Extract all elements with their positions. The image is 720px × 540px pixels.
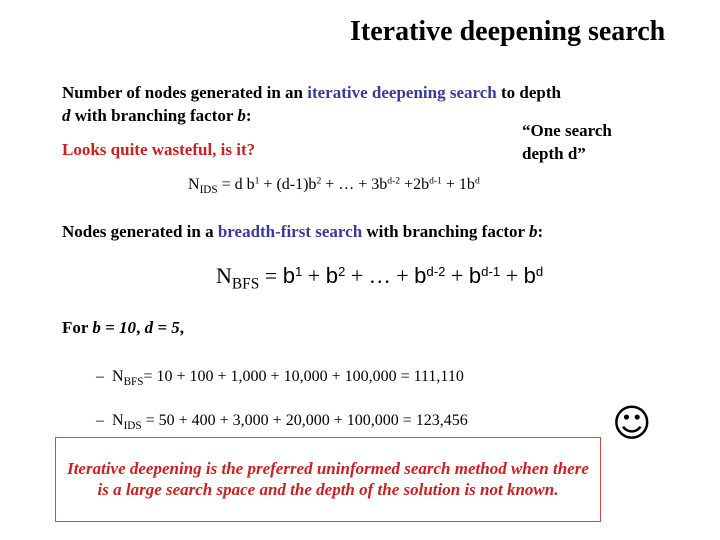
ids-formula: $N_{IDS} = d$ $b^1 + (d-1)b^2$ + … + $3b^{d-2} +2b^{d-1} + 1b^d$ — [188, 175, 480, 196]
bullet-dash: – — [96, 368, 104, 385]
smiley-icon: ☺ — [612, 401, 652, 445]
bfs-intro: Nodes generated in a breadth-first search with branching factor b: — [62, 222, 544, 241]
quote-note — [522, 119, 612, 165]
ids-term: iterative deepening search — [307, 83, 497, 102]
var-d: d — [62, 106, 71, 125]
intro-line-2 — [62, 106, 252, 126]
intro-text: with branching factor — [70, 106, 238, 125]
quote-line-1: “One search — [522, 121, 612, 140]
bullet-dash: – — [96, 412, 104, 429]
wasteful-note: Looks quite wasteful, is it? — [62, 140, 256, 159]
bfs-calculation: – $N_{BFS}= 10 + 100 + 1,000 + 10,000 + 100,000 = 111,110$ — [96, 368, 464, 388]
ids-calculation: – $N_{IDS} = 50 + 400 + 3,000 + 20,000 + 100,000 = 123,456$ — [96, 412, 468, 432]
intro-text: to depth — [496, 83, 561, 102]
intro-text: : — [245, 106, 252, 125]
intro-text: Number of nodes generated in an — [62, 83, 308, 102]
conclusion-box — [55, 437, 601, 522]
bfs-term: breadth-first search — [217, 222, 363, 241]
conclusion-text: Iterative deepening is the preferred uninformed search method when there is a large search space and the depth of the solution is not known. — [67, 459, 589, 499]
slide-title: Iterative deepening search — [350, 16, 666, 47]
intro-line-1 — [62, 83, 561, 103]
example-params: For b = 10, d = 5, — [62, 318, 184, 337]
var-b: b — [237, 106, 246, 125]
bfs-formula: $N_{BFS} = b^1 + b^2$ + … + $b^{d-2} + b^{d-1} + b^d$ — [216, 263, 544, 293]
quote-line-2: depth d” — [522, 144, 586, 163]
